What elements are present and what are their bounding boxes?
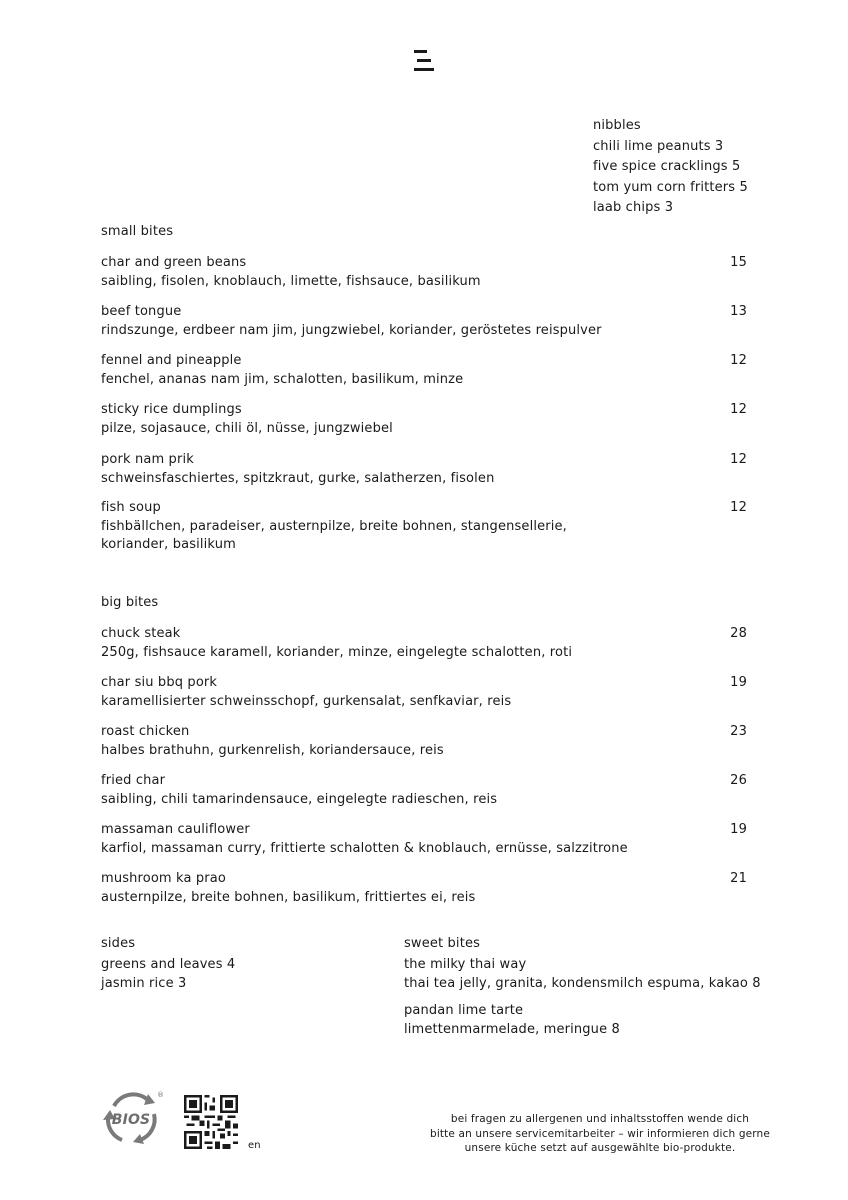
- bios-logo-icon: [100, 1088, 164, 1148]
- item-name: sticky rice dumplings: [101, 402, 242, 417]
- qr-code-icon[interactable]: [184, 1095, 238, 1149]
- sweet-bites-section: [404, 934, 761, 1047]
- qr-language-label: en: [248, 1140, 261, 1151]
- menu-item: [101, 772, 747, 809]
- item-price: 28: [730, 626, 747, 641]
- item-name: char and green beans: [101, 255, 247, 270]
- bios-registered-mark: ®: [157, 1091, 164, 1099]
- allergen-note-line: bei fragen zu allergenen und inhaltsstoffen wende dich: [450, 1113, 750, 1125]
- allergen-note-line: unsere küche setzt auf ausgewählte bio-produkte.: [464, 1142, 736, 1154]
- item-description: fishbällchen, paradeiser, austernpilze, breite bohnen, stangensellerie,: [101, 518, 567, 534]
- item-description: rindszunge, erdbeer nam jim, jungzwiebel, koriander, geröstetes reispulver: [101, 322, 602, 338]
- item-description: karamellisierter schweinsschopf, gurkensalat, senfkaviar, reis: [101, 693, 512, 709]
- menu-item: [101, 674, 747, 711]
- menu-item: [101, 870, 747, 907]
- item-name: roast chicken: [101, 724, 190, 739]
- dessert-name: the milky thai way: [404, 957, 527, 972]
- menu-item: [101, 254, 747, 291]
- item-price: 23: [730, 724, 747, 739]
- item-description: 250g, fishsauce karamell, koriander, minze, eingelegte schalotten, roti: [101, 644, 573, 660]
- sides-section: [101, 934, 235, 993]
- item-price: 12: [730, 500, 747, 515]
- item-price: 21: [730, 871, 747, 886]
- item-price: 13: [730, 304, 747, 319]
- dessert-name: pandan lime tarte: [404, 1003, 524, 1018]
- dessert-description: thai tea jelly, granita, kondensmilch espuma, kakao 8: [404, 976, 761, 991]
- item-price: 19: [730, 675, 747, 690]
- sides-item: greens and leaves 4: [101, 957, 236, 972]
- small-bites-title: small bites: [101, 224, 174, 239]
- item-description: halbes brathuhn, gurkenrelish, koriandersauce, reis: [101, 742, 444, 758]
- menu-item: [101, 821, 747, 858]
- item-description: karfiol, massaman curry, frittierte schalotten & knoblauch, ernüsse, salzzitrone: [101, 840, 628, 856]
- item-name: mushroom ka prao: [101, 871, 226, 886]
- item-name: massaman cauliflower: [101, 822, 250, 837]
- sides-title: sides: [101, 936, 136, 951]
- item-price: 19: [730, 822, 747, 837]
- menu-item: [101, 352, 747, 389]
- item-name: char siu bbq pork: [101, 675, 218, 690]
- item-description: saibling, fisolen, knoblauch, limette, fishsauce, basilikum: [101, 273, 481, 289]
- item-name: fish soup: [101, 500, 161, 515]
- menu-item: [101, 723, 747, 760]
- item-description: austernpilze, breite bohnen, basilikum, frittiertes ei, reis: [101, 889, 476, 905]
- nibbles-section: [593, 116, 748, 219]
- item-description: pilze, sojasauce, chili öl, nüsse, jungzwiebel: [101, 420, 393, 436]
- item-description: fenchel, ananas nam jim, schalotten, basilikum, minze: [101, 371, 464, 387]
- item-price: 15: [730, 255, 747, 270]
- allergen-note: [410, 1112, 790, 1156]
- item-description: saibling, chili tamarindensauce, eingelegte radieschen, reis: [101, 791, 498, 807]
- menu-item: [101, 625, 747, 662]
- nibbles-title: nibbles: [593, 118, 641, 133]
- nibbles-item: five spice cracklings 5: [593, 159, 741, 174]
- item-price: 26: [730, 773, 747, 788]
- item-description: schweinsfaschiertes, spitzkraut, gurke, salatherzen, fisolen: [101, 470, 495, 486]
- restaurant-logo-icon: [414, 50, 434, 74]
- big-bites-title: big bites: [101, 595, 159, 610]
- sweet-bites-title: sweet bites: [404, 936, 481, 951]
- menu-item: [101, 499, 747, 555]
- item-name: fennel and pineapple: [101, 353, 242, 368]
- item-name: beef tongue: [101, 304, 182, 319]
- sides-item: jasmin rice 3: [101, 976, 187, 991]
- item-description-continued: koriander, basilikum: [101, 537, 236, 552]
- bios-logo-text: BIOS: [111, 1112, 151, 1128]
- item-price: 12: [730, 353, 747, 368]
- item-name: chuck steak: [101, 626, 181, 641]
- item-name: pork nam prik: [101, 452, 194, 467]
- item-price: 12: [730, 402, 747, 417]
- item-price: 12: [730, 452, 747, 467]
- menu-item: [101, 401, 747, 438]
- nibbles-item: chili lime peanuts 3: [593, 138, 724, 154]
- menu-item: [101, 451, 747, 488]
- menu-item: [101, 303, 747, 340]
- item-name: fried char: [101, 773, 166, 788]
- allergen-note-line: bitte an unsere servicemitarbeiter – wir informieren dich gerne: [430, 1127, 770, 1140]
- dessert-description: limettenmarmelade, meringue 8: [404, 1022, 620, 1037]
- nibbles-item: tom yum corn fritters 5: [593, 179, 748, 195]
- nibbles-item: laab chips 3: [593, 200, 674, 215]
